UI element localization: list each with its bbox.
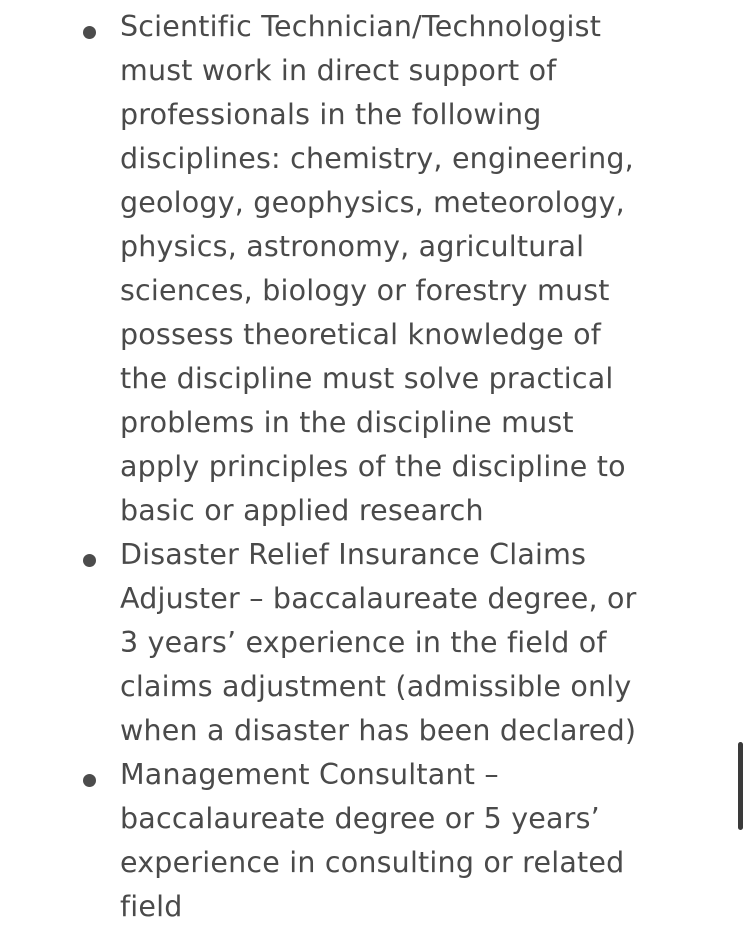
bullet-icon <box>83 26 96 39</box>
scrollbar-thumb[interactable] <box>738 742 743 830</box>
list-item-text: Management Consultant – baccalaureate degree or 5 years’ experience in consulting or related field <box>120 758 625 923</box>
bullet-icon <box>83 774 96 787</box>
list-item <box>0 533 720 753</box>
bullet-icon <box>83 554 96 567</box>
list-item <box>0 753 720 929</box>
list-item <box>0 5 720 533</box>
list-item-text: Scientific Technician/Technologist must work in direct support of professionals in the following disciplines: chemistry, engineering, geology, geophysics, meteorology, physics, astronomy, agricultural sciences, biology or forestry must possess theoretical knowledge of the discipline must solve practical problems in the discipline must apply principles of the discipline to basic or applied research <box>120 10 634 527</box>
list-item-text: Disaster Relief Insurance Claims Adjuster – baccalaureate degree, or 3 years’ experience in the field of claims adjustment (admissible only when a disaster has been declared) <box>120 538 637 747</box>
occupation-list <box>0 5 720 929</box>
